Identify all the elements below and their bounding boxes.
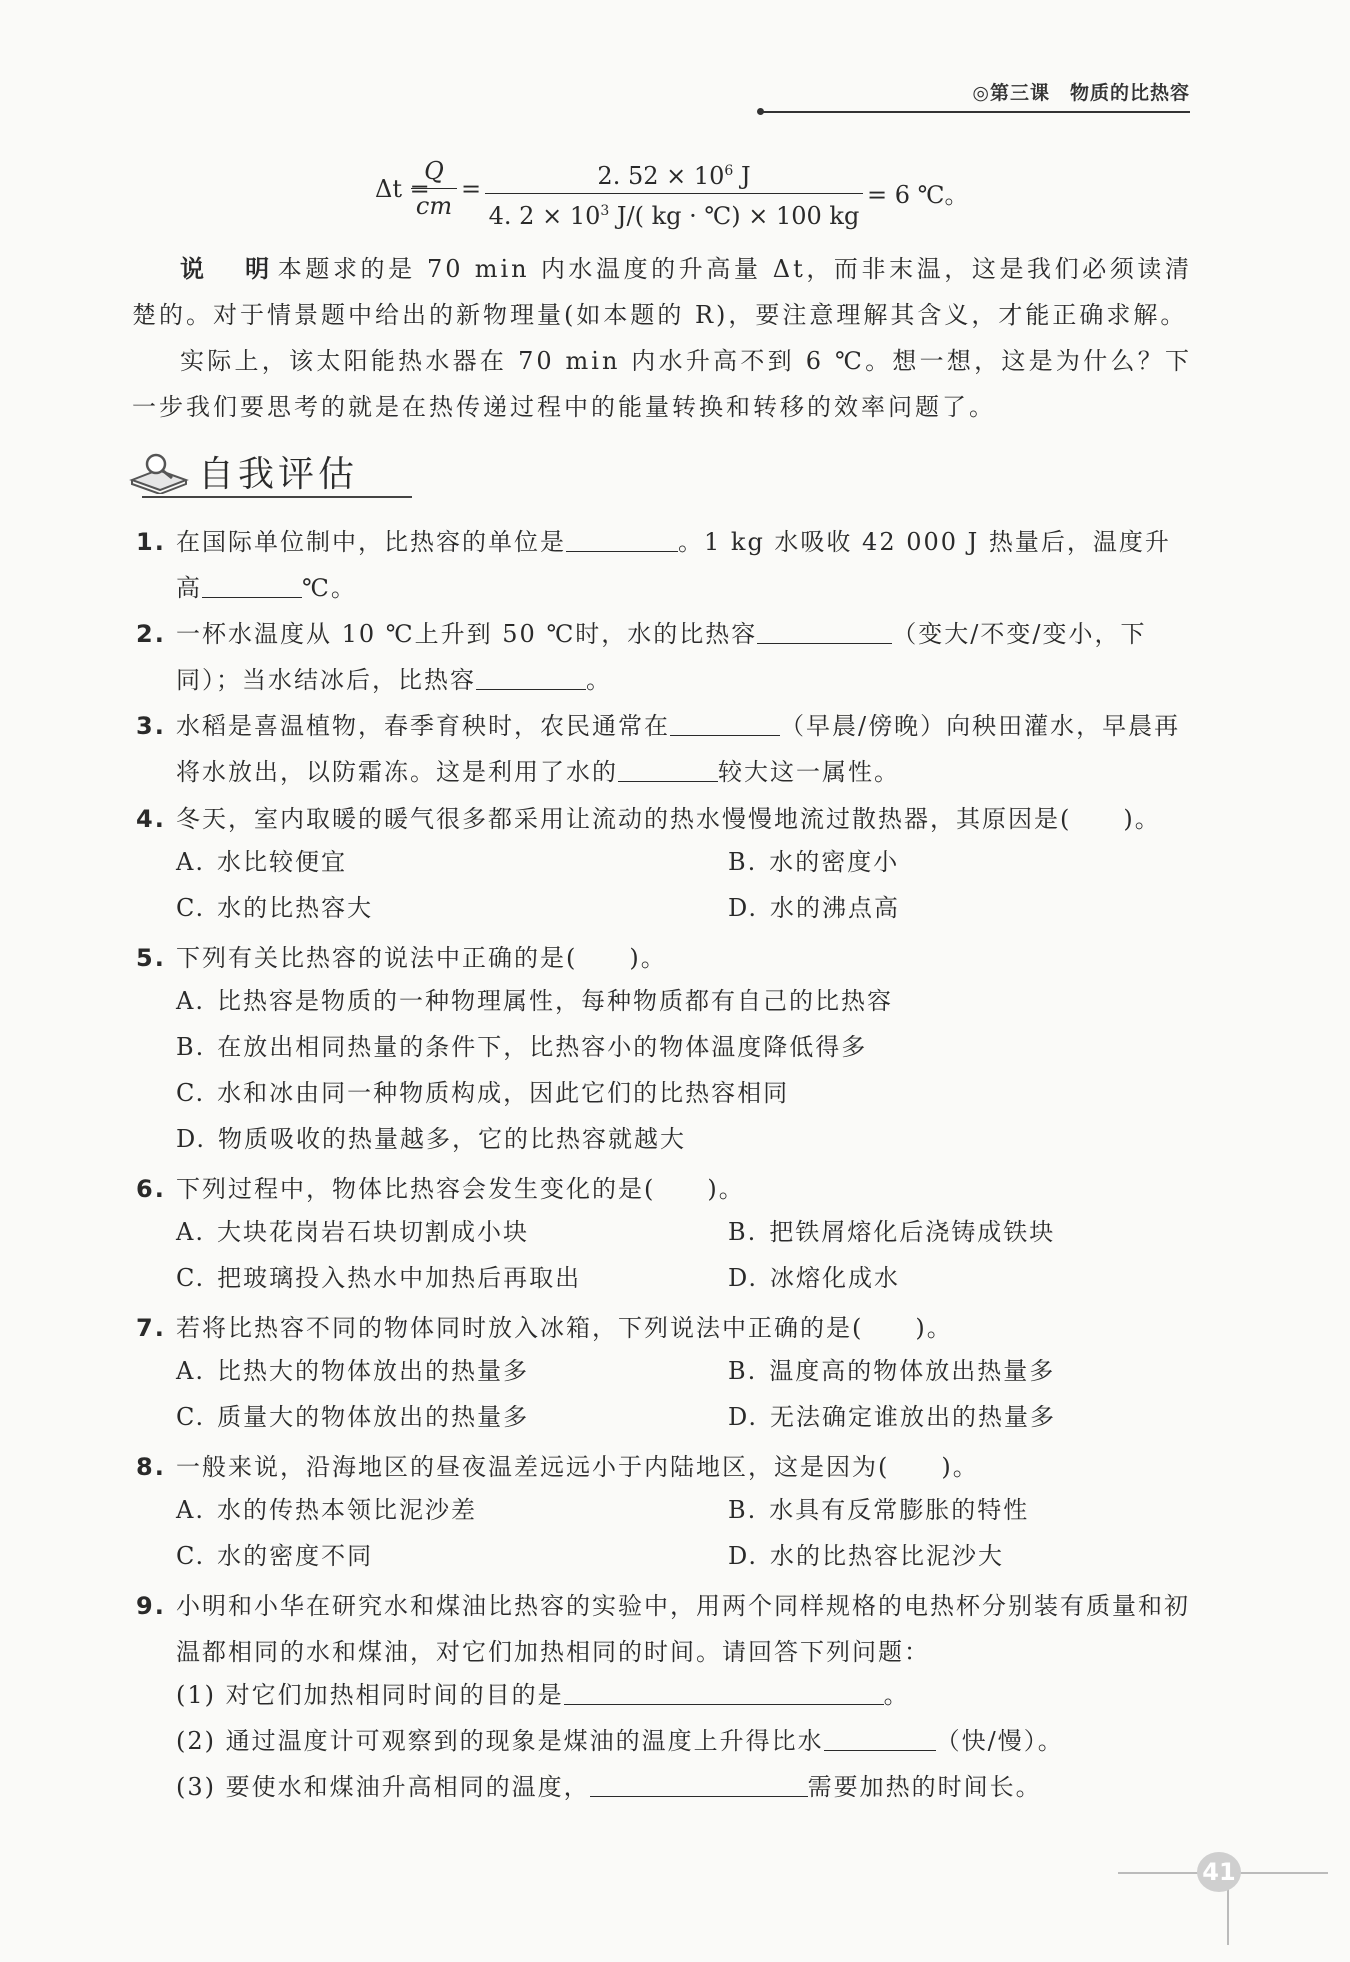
section-rule <box>142 496 412 498</box>
option-b[interactable]: B. 温度高的物体放出热量多 <box>728 1357 1056 1385</box>
option-b[interactable]: B. 把铁屑熔化后浇铸成铁块 <box>728 1218 1056 1246</box>
question-2: 2. 一杯水温度从 10 ℃上升到 50 ℃时，水的比热容 （变大/不变/变小，下同）；当水结冰后，比热容 。 <box>136 611 1196 703</box>
subquestion-3: (3) 要使水和煤油升高相同的温度， 需要加热的时间长。 <box>176 1767 1042 1802</box>
equals-sign: = <box>461 175 482 203</box>
option-d[interactable]: D. 无法确定谁放出的热量多 <box>728 1403 1057 1431</box>
question-number: 2. <box>136 620 166 648</box>
answer-blank[interactable] <box>590 1768 808 1797</box>
subquestion-2: (2) 通过温度计可观察到的现象是煤油的温度上升得比水 （快/慢）。 <box>176 1721 1064 1756</box>
fraction-q-over-cm <box>411 156 457 221</box>
question-text: 下列过程中，物体比热容会发生变化的是( )。 <box>176 1175 745 1203</box>
answer-blank[interactable] <box>824 1722 936 1751</box>
question-4 <box>136 796 1196 842</box>
explanation-paragraph <box>132 246 1192 338</box>
section-heading <box>128 446 398 498</box>
question-7 <box>136 1305 1196 1351</box>
formula-result: = 6 ℃。 <box>867 181 969 209</box>
option-c[interactable]: C. 水的比热容大 <box>176 894 374 922</box>
question-number: 9. <box>136 1592 166 1620</box>
question-number: 4. <box>136 805 166 833</box>
question-text: 小明和小华在研究水和煤油比热容的实验中，用两个同样规格的电热杯分别装有质量和初温都相同的水和煤油，对它们加热相同的时间。请回答下列问题： <box>176 1592 1190 1666</box>
page-number: 41 <box>1197 1852 1241 1892</box>
formula <box>375 156 975 230</box>
option-b[interactable]: B. 在放出相同热量的条件下，比热容小的物体温度降低得多 <box>176 1033 868 1061</box>
question-text: 下列有关比热容的说法中正确的是( )。 <box>176 944 667 972</box>
answer-blank[interactable] <box>566 523 678 552</box>
question-number: 6. <box>136 1175 166 1203</box>
question-number: 7. <box>136 1314 166 1342</box>
followup-paragraph <box>132 338 1192 430</box>
option-b[interactable]: B. 水具有反常膨胀的特性 <box>728 1496 1030 1524</box>
answer-blank[interactable] <box>670 707 780 736</box>
question-number: 1. <box>136 528 166 556</box>
option-b[interactable]: B. 水的密度小 <box>728 848 900 876</box>
fraction-denominator: cm <box>415 192 453 220</box>
answer-blank[interactable] <box>476 661 586 690</box>
section-title: 自我评估 <box>198 454 359 495</box>
question-6 <box>136 1166 1196 1212</box>
question-3: 3. 水稻是喜温植物，春季育秧时，农民通常在 （早晨/傍晚）向秧田灌水，早晨再将水放出，以防霜冻。这是利用了水的 较大这一属性。 <box>136 703 1196 795</box>
magnifier-book-icon <box>128 450 190 494</box>
option-c[interactable]: C. 水和冰由同一种物质构成，因此它们的比热容相同 <box>176 1079 790 1107</box>
answer-blank[interactable] <box>757 615 892 644</box>
question-1: 1. 在国际单位制中，比热容的单位是 。1 kg 水吸收 42 000 J 热量后，温度升高 ℃。 <box>136 519 1196 611</box>
option-d[interactable]: D. 水的比热容比泥沙大 <box>728 1542 1005 1570</box>
explanation-label: 说 明 <box>180 254 278 283</box>
question-text: 若将比热容不同的物体同时放入冰箱，下列说法中正确的是( )。 <box>176 1314 953 1342</box>
question-number: 5. <box>136 944 166 972</box>
question-text: 一般来说，沿海地区的昼夜温差远远小于内陆地区，这是因为( )。 <box>176 1453 979 1481</box>
followup-text: 实际上，该太阳能热水器在 70 min 内水升高不到 6 ℃。想一想，这是为什么？下一步我们要思考的就是在热传递过程中的能量转换和转移的效率问题了。 <box>132 347 1192 421</box>
explanation-text: 本题求的是 70 min 内水温度的升高量 Δt，而非末温，这是我们必须读清楚的。对于情景题中给出的新物理量(如本题的 R)，要注意理解其含义，才能正确求解。 <box>132 255 1193 329</box>
header-dot <box>757 108 764 115</box>
question-8 <box>136 1444 1196 1490</box>
fraction-denominator: 4. $2 \times 10^3$ J/( kg · ℃) × 100 kg <box>488 202 860 230</box>
option-a[interactable]: A. 比热容是物质的一种物理属性，每种物质都有自己的比热容 <box>176 987 893 1015</box>
option-c[interactable]: C. 质量大的物体放出的热量多 <box>176 1403 530 1431</box>
subquestion-1: (1) 对它们加热相同时间的目的是 。 <box>176 1675 910 1710</box>
page-header <box>760 78 1190 114</box>
header-rule <box>760 111 1190 113</box>
question-text: 冬天，室内取暖的暖气很多都采用让流动的热水慢慢地流过散热器，其原因是( )。 <box>176 805 1161 833</box>
question-5 <box>136 935 1196 981</box>
fraction-numerator: 2. $52 \times 10^6$ J <box>485 156 863 194</box>
question-9 <box>136 1583 1196 1675</box>
option-a[interactable]: A. 水比较便宜 <box>176 848 347 876</box>
question-number: 8. <box>136 1453 166 1481</box>
answer-blank[interactable] <box>202 569 302 598</box>
answer-blank[interactable] <box>564 1676 884 1705</box>
formula-lhs: Δt = <box>375 175 430 203</box>
option-c[interactable]: C. 水的密度不同 <box>176 1542 374 1570</box>
answer-blank[interactable] <box>618 753 718 782</box>
chapter-title: ◎第三课 物质的比热容 <box>972 82 1190 104</box>
question-number: 3. <box>136 712 166 740</box>
option-d[interactable]: D. 冰熔化成水 <box>728 1264 901 1292</box>
option-d[interactable]: D. 水的沸点高 <box>728 894 901 922</box>
option-a[interactable]: A. 水的传热本领比泥沙差 <box>176 1496 477 1524</box>
fraction-numerator: Q <box>411 156 457 189</box>
option-d[interactable]: D. 物质吸收的热量越多，它的比热容就越大 <box>176 1125 687 1153</box>
option-a[interactable]: A. 比热大的物体放出的热量多 <box>176 1357 529 1385</box>
fraction-values <box>485 156 863 231</box>
option-c[interactable]: C. 把玻璃投入热水中加热后再取出 <box>176 1264 582 1292</box>
option-a[interactable]: A. 大块花岗岩石块切割成小块 <box>176 1218 529 1246</box>
